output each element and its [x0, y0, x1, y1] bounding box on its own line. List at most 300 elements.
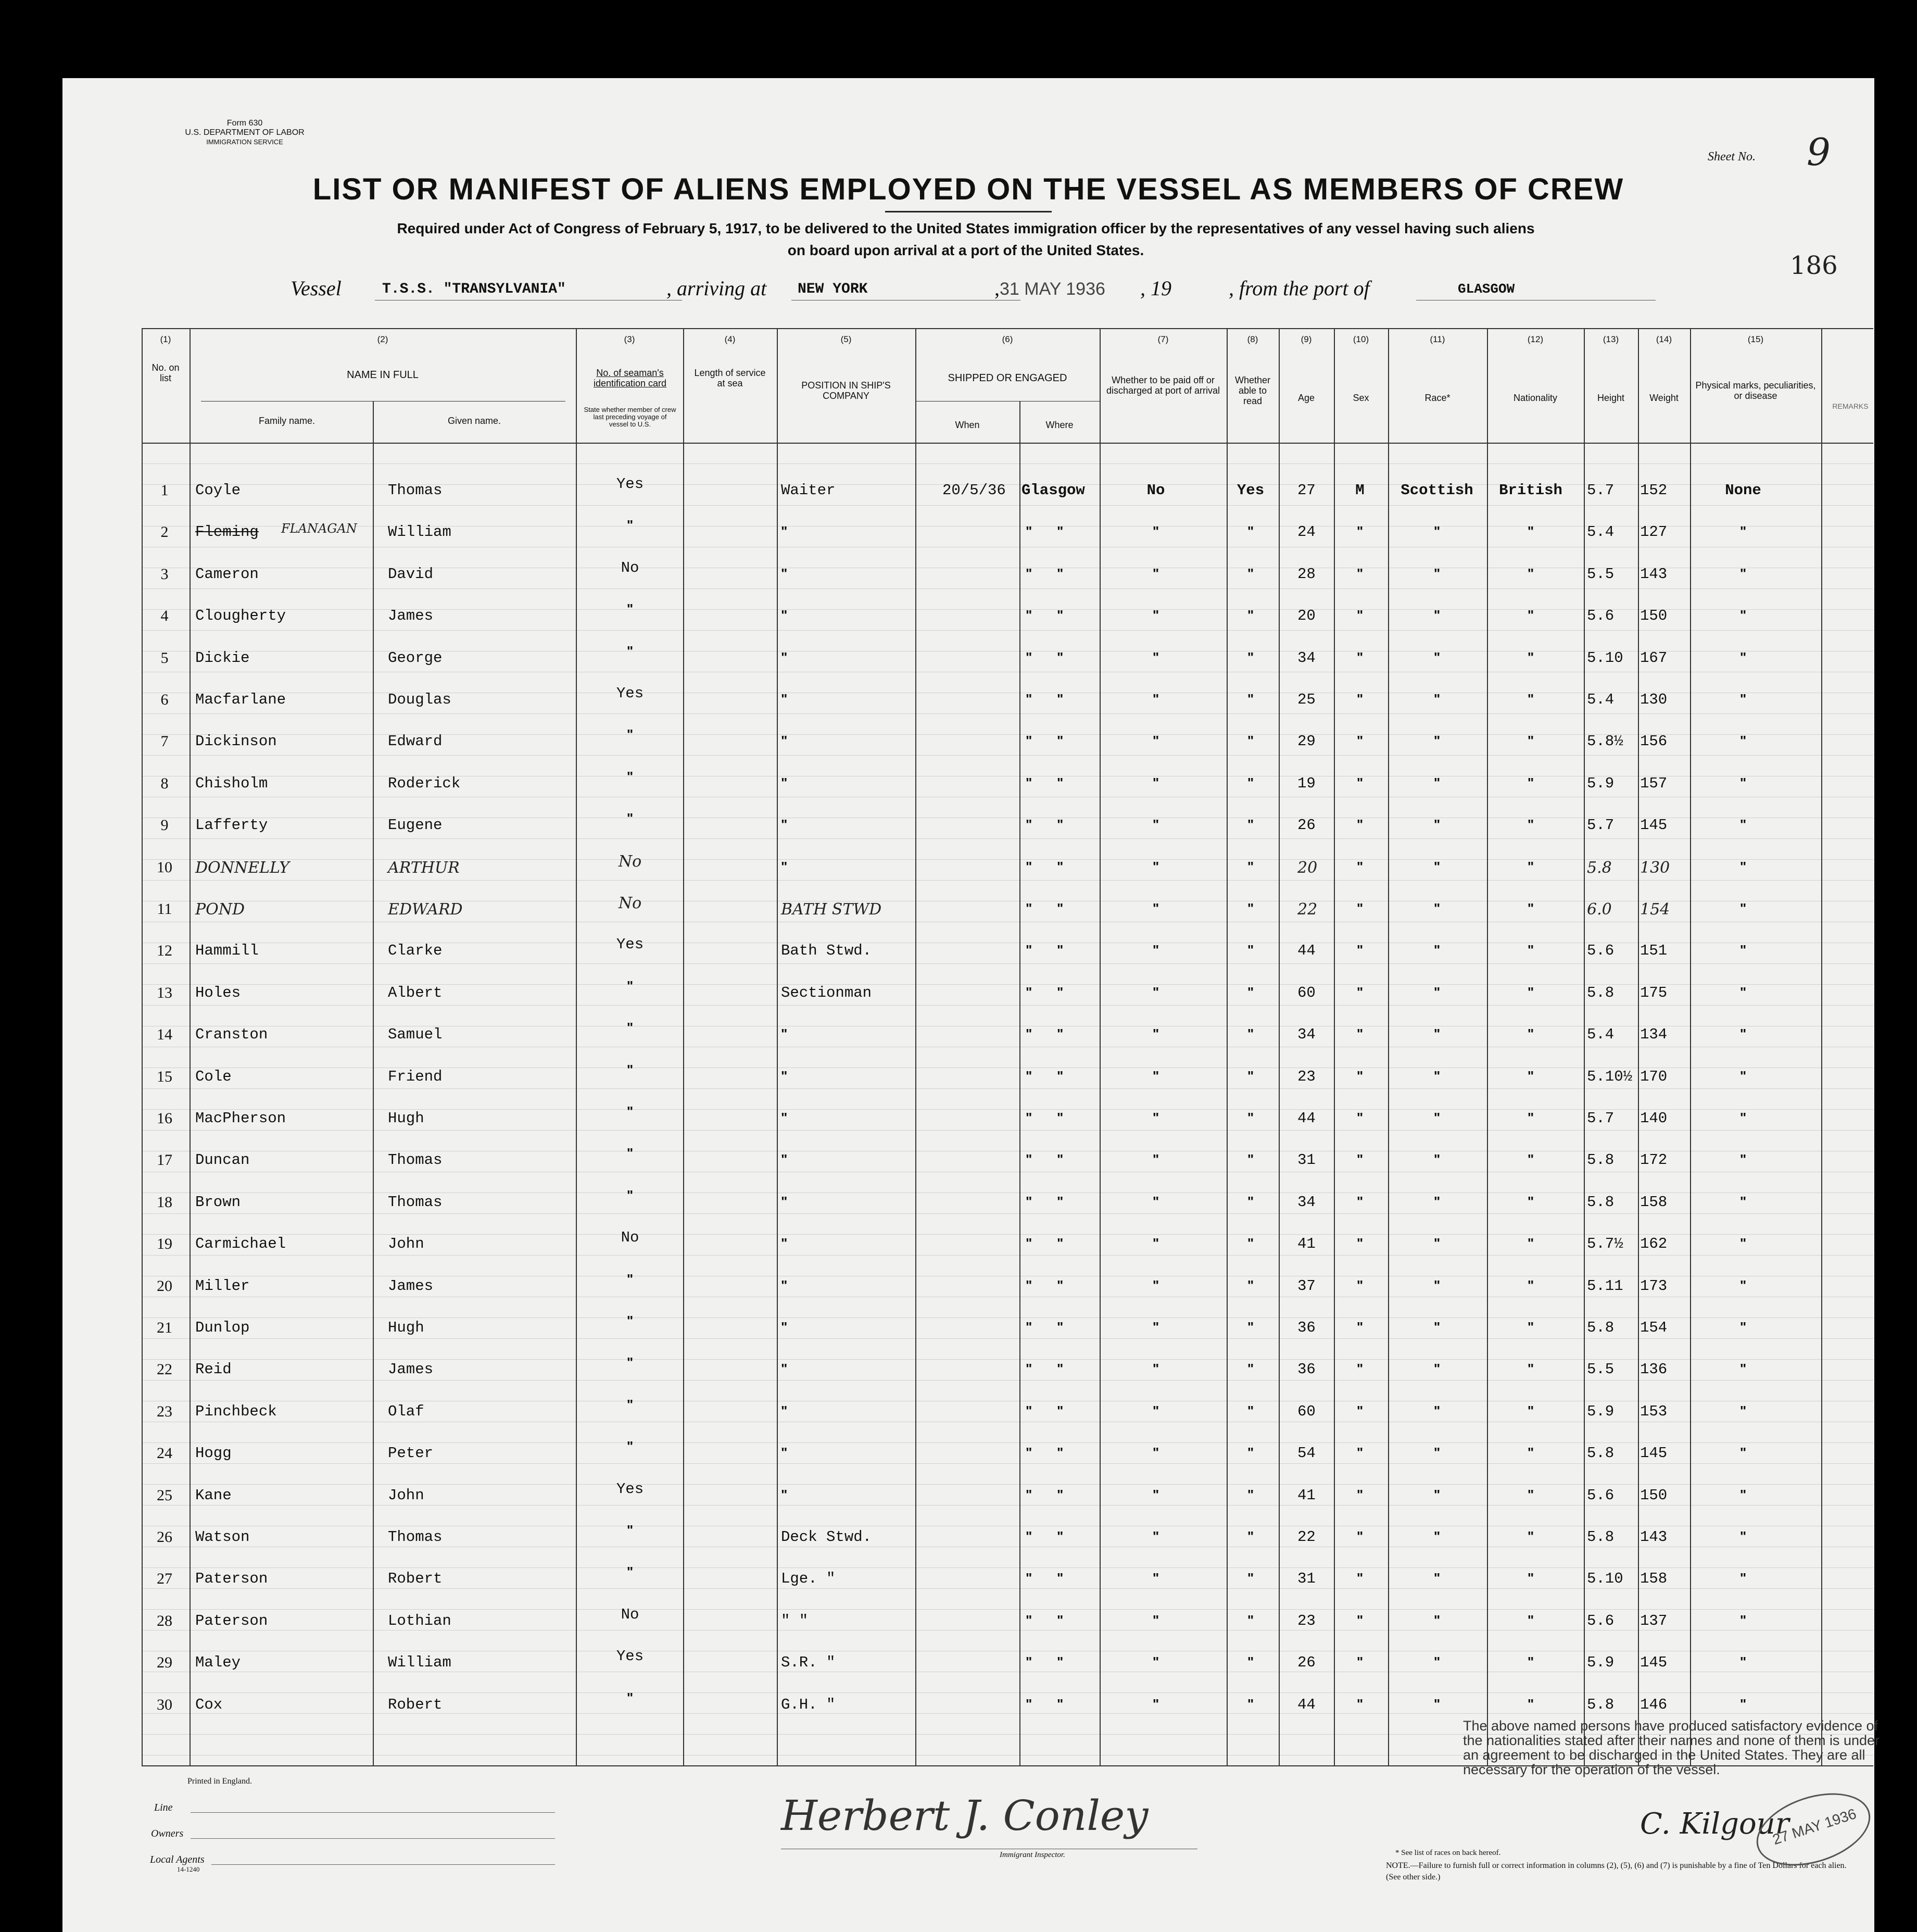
- cell-weight: 170: [1640, 1068, 1668, 1085]
- cell-race: ": [1433, 942, 1441, 958]
- agents-rule: [211, 1864, 555, 1865]
- cell-age: 41: [1297, 1486, 1316, 1504]
- cell-age: 54: [1297, 1445, 1316, 1462]
- cell-position: ": [781, 1486, 788, 1502]
- sheet-label: Sheet No.: [1708, 150, 1756, 164]
- cell-weight: 151: [1640, 942, 1668, 960]
- cell-no: 26: [157, 1528, 172, 1546]
- cell-age: 44: [1297, 1696, 1316, 1713]
- cell-nationality: ": [1527, 607, 1534, 623]
- cell-race: ": [1433, 523, 1441, 540]
- cell-given: William: [388, 1654, 451, 1672]
- cell-paid: ": [1152, 900, 1159, 916]
- cell-race: ": [1433, 565, 1441, 581]
- cell-where: ": [1057, 1361, 1064, 1377]
- cell-height: 5.4: [1587, 523, 1615, 541]
- cell-sex: ": [1356, 774, 1364, 791]
- col-number: (9): [1301, 334, 1312, 344]
- cell-no: 25: [157, 1486, 172, 1504]
- cell-height: 5.4: [1587, 691, 1615, 708]
- cell-read: ": [1247, 858, 1254, 874]
- cell-position: ": [781, 817, 788, 833]
- races-note: * See list of races on back hereof.: [1395, 1849, 1501, 1857]
- col-header-seaman-card: No. of seaman's identification card: [593, 368, 667, 388]
- cell-no: 12: [157, 942, 172, 960]
- cell-card: Yes: [616, 936, 644, 954]
- cell-age: 44: [1297, 1110, 1316, 1127]
- cell-physical: ": [1739, 1235, 1747, 1251]
- cell-weight: 143: [1640, 565, 1668, 583]
- cell-physical: ": [1739, 565, 1747, 581]
- cell-paid: ": [1152, 984, 1159, 1000]
- cell-age: 27: [1297, 482, 1316, 499]
- cell-read: ": [1247, 1486, 1254, 1502]
- cell-position: " ": [781, 1612, 809, 1629]
- cell-height: 5.8½: [1587, 733, 1623, 750]
- cell-age: 20: [1297, 607, 1316, 625]
- cell-no: 16: [157, 1110, 172, 1127]
- cell-where: ": [1057, 1528, 1064, 1544]
- cell-sex: ": [1356, 1612, 1364, 1628]
- col-number: (4): [724, 334, 736, 344]
- cell-weight: 127: [1640, 523, 1668, 541]
- cell-race: ": [1433, 984, 1441, 1000]
- cell-height: 5.4: [1587, 1026, 1615, 1044]
- cell-age: 23: [1297, 1068, 1316, 1085]
- cell-physical: ": [1739, 858, 1747, 874]
- cell-nationality: ": [1527, 1151, 1534, 1168]
- from-port: GLASGOW: [1458, 281, 1515, 297]
- cell-age: 31: [1297, 1570, 1316, 1588]
- cell-family: Miller: [195, 1277, 250, 1295]
- cell-height: 5.7: [1587, 482, 1615, 499]
- cell-height: 5.8: [1587, 1151, 1615, 1169]
- cell-height: 5.8: [1587, 1696, 1615, 1713]
- cell-age: 34: [1297, 1026, 1316, 1044]
- cell-given: Robert: [388, 1696, 443, 1713]
- cell-card: No: [621, 1229, 639, 1247]
- cell-sex: ": [1356, 1445, 1364, 1461]
- cell-position: ": [781, 1319, 788, 1335]
- cell-where: ": [1057, 817, 1064, 833]
- cell-paid: ": [1152, 817, 1159, 833]
- cell-physical: None: [1725, 482, 1761, 499]
- cell-height: 5.9: [1587, 774, 1615, 792]
- cell-physical: ": [1739, 1361, 1747, 1377]
- cell-weight: 156: [1640, 733, 1668, 750]
- cell-height: 5.8: [1587, 858, 1612, 877]
- cell-nationality: ": [1527, 1528, 1534, 1544]
- cell-paid: ": [1152, 1612, 1159, 1628]
- cell-position: ": [781, 1068, 788, 1084]
- cell-race: ": [1433, 691, 1441, 707]
- cell-family: Pinchbeck: [195, 1402, 277, 1420]
- cell-read: ": [1247, 1026, 1254, 1042]
- cell-read: ": [1247, 1235, 1254, 1251]
- cell-given: George: [388, 649, 443, 667]
- cell-physical: ": [1739, 1528, 1747, 1544]
- col-number: (15): [1747, 334, 1764, 344]
- cell-age: 36: [1297, 1361, 1316, 1378]
- cell-paid: ": [1152, 607, 1159, 623]
- cell-nationality: ": [1527, 1319, 1534, 1335]
- cell-family: Carmichael: [195, 1235, 286, 1253]
- col-number: (12): [1527, 334, 1544, 344]
- cell-no: 22: [157, 1361, 172, 1378]
- cell-paid: ": [1152, 733, 1159, 749]
- col-header-age: Age: [1297, 393, 1315, 403]
- cell-given: Olaf: [388, 1402, 424, 1420]
- cell-where: ": [1057, 942, 1064, 958]
- cell-height: 5.11: [1587, 1277, 1623, 1295]
- cell-card: ": [626, 643, 634, 659]
- cell-read: ": [1247, 1654, 1254, 1670]
- cell-physical: ": [1739, 733, 1747, 749]
- cell-physical: ": [1739, 607, 1747, 623]
- cell-when: ": [1026, 649, 1032, 665]
- cell-when: ": [1026, 1193, 1032, 1209]
- cell-paid: ": [1152, 1570, 1159, 1586]
- cell-height: 5.9: [1587, 1402, 1615, 1420]
- cell-nationality: ": [1527, 1654, 1534, 1670]
- col-header-no: No. on list: [152, 362, 180, 383]
- cell-card: No: [618, 894, 642, 912]
- cell-family: Coyle: [195, 482, 241, 499]
- cell-no: 7: [160, 733, 169, 750]
- cell-card: ": [626, 601, 634, 617]
- cell-physical: ": [1739, 1110, 1747, 1125]
- cell-read: ": [1247, 1612, 1254, 1628]
- cell-race: ": [1433, 1319, 1441, 1335]
- cell-physical: ": [1739, 1402, 1747, 1419]
- cell-when: ": [1026, 774, 1032, 791]
- cell-weight: 153: [1640, 1402, 1668, 1420]
- inspector-signature: Herbert J. Conley: [781, 1791, 1149, 1840]
- cell-paid: ": [1152, 1654, 1159, 1670]
- cell-weight: 175: [1640, 984, 1668, 1001]
- cell-paid: ": [1152, 1402, 1159, 1419]
- cell-family: POND: [195, 900, 245, 919]
- col-number: (3): [624, 334, 635, 344]
- cell-race: ": [1433, 1445, 1441, 1461]
- cell-physical: ": [1739, 942, 1747, 958]
- cell-race: ": [1433, 649, 1441, 665]
- cell-sex: ": [1356, 649, 1364, 665]
- cell-when: ": [1026, 565, 1032, 581]
- cell-paid: No: [1146, 482, 1165, 499]
- cell-read: ": [1247, 523, 1254, 540]
- cell-when: ": [1026, 1110, 1032, 1125]
- col-number: (13): [1603, 334, 1619, 344]
- cell-nationality: ": [1527, 1486, 1534, 1502]
- cell-sex: ": [1356, 900, 1364, 916]
- cell-height: 5.6: [1587, 607, 1615, 625]
- cell-position: ": [781, 1151, 788, 1168]
- cell-given: James: [388, 1361, 434, 1378]
- cell-paid: ": [1152, 1068, 1159, 1084]
- cell-nationality: ": [1527, 942, 1534, 958]
- cell-age: 37: [1297, 1277, 1316, 1295]
- cell-given: Hugh: [388, 1319, 424, 1336]
- cell-physical: ": [1739, 691, 1747, 707]
- line-label: Line: [154, 1802, 173, 1813]
- col-number: (8): [1247, 334, 1258, 344]
- cell-position: ": [781, 1402, 788, 1419]
- cell-when: 20/5/36: [942, 482, 1006, 499]
- cell-race: ": [1433, 1361, 1441, 1377]
- inspector-label: Immigrant Inspector.: [1000, 1851, 1065, 1859]
- year-label: , 19: [1140, 277, 1171, 300]
- cell-race: ": [1433, 1026, 1441, 1042]
- cell-race: ": [1433, 733, 1441, 749]
- cell-card: ": [626, 1564, 634, 1580]
- cell-age: 26: [1297, 1654, 1316, 1672]
- cell-no: 5: [160, 649, 169, 667]
- cell-given: Hugh: [388, 1110, 424, 1127]
- cell-weight: 130: [1640, 691, 1668, 708]
- cell-physical: ": [1739, 1654, 1747, 1670]
- cell-card: ": [626, 1354, 634, 1371]
- cell-sex: ": [1356, 523, 1364, 540]
- cell-read: ": [1247, 1445, 1254, 1461]
- cell-position: ": [781, 1361, 788, 1377]
- cell-physical: ": [1739, 774, 1747, 791]
- cell-race: Scottish: [1401, 482, 1473, 499]
- cell-height: 5.8: [1587, 1445, 1615, 1462]
- cell-position: ": [781, 1235, 788, 1251]
- cell-height: 5.8: [1587, 1319, 1615, 1336]
- cell-family: Cole: [195, 1068, 232, 1085]
- cell-no: 10: [157, 858, 172, 876]
- cell-where: ": [1057, 858, 1064, 874]
- cell-race: ": [1433, 1654, 1441, 1670]
- cell-where: ": [1057, 691, 1064, 707]
- vessel-name: T.S.S. "TRANSYLVANIA": [382, 281, 566, 297]
- cell-height: 6.0: [1587, 900, 1612, 919]
- cell-weight: 154: [1640, 1319, 1668, 1336]
- cell-no: 20: [157, 1277, 172, 1295]
- cell-race: ": [1433, 1235, 1441, 1251]
- col-header-length: Length of service at sea: [694, 368, 766, 388]
- cell-height: 5.6: [1587, 1486, 1615, 1504]
- cell-family: Dunlop: [195, 1319, 250, 1336]
- cell-read: ": [1247, 607, 1254, 623]
- cell-height: 5.7: [1587, 817, 1615, 834]
- cell-position: ": [781, 1026, 788, 1042]
- cell-read: ": [1247, 1319, 1254, 1335]
- cell-when: ": [1026, 1068, 1032, 1084]
- cell-read: ": [1247, 942, 1254, 958]
- cell-height: 5.10: [1587, 649, 1623, 667]
- cell-when: ": [1026, 691, 1032, 707]
- cell-nationality: ": [1527, 1570, 1534, 1586]
- cell-race: ": [1433, 1193, 1441, 1209]
- cell-height: 5.8: [1587, 1193, 1615, 1211]
- cell-where: ": [1057, 733, 1064, 749]
- cell-read: ": [1247, 565, 1254, 581]
- cell-when: ": [1026, 1151, 1032, 1168]
- cell-card: ": [626, 1689, 634, 1705]
- cell-where: ": [1057, 1151, 1064, 1168]
- cell-read: ": [1247, 1068, 1254, 1084]
- cell-where: ": [1057, 1110, 1064, 1125]
- date-stamp-text: 27 MAY 1936: [1770, 1805, 1859, 1848]
- cell-paid: ": [1152, 858, 1159, 874]
- agents-label: Local Agents: [150, 1854, 205, 1865]
- cell-position: ": [781, 733, 788, 749]
- cell-sex: ": [1356, 984, 1364, 1000]
- cell-given: John: [388, 1235, 424, 1253]
- cell-age: 36: [1297, 1319, 1316, 1336]
- cell-height: 5.6: [1587, 942, 1615, 960]
- arrival-date-stamp: 31 MAY 1936: [1000, 279, 1105, 299]
- cell-weight: 167: [1640, 649, 1668, 667]
- cell-when: ": [1026, 900, 1032, 916]
- cell-paid: ": [1152, 1151, 1159, 1168]
- cell-physical: ": [1739, 1696, 1747, 1712]
- cell-nationality: ": [1527, 649, 1534, 665]
- cell-nationality: ": [1527, 817, 1534, 833]
- printed-in: Printed in England.: [187, 1777, 252, 1786]
- cell-position: ": [781, 774, 788, 791]
- cell-given: Lothian: [388, 1612, 451, 1629]
- cell-read: ": [1247, 1193, 1254, 1209]
- cell-family: Hogg: [195, 1445, 232, 1462]
- cell-family: Paterson: [195, 1612, 268, 1629]
- form-code: 14-1240: [177, 1865, 200, 1873]
- col-header-able-read: Whether able to read: [1234, 375, 1271, 406]
- cell-given: Clarke: [388, 942, 443, 960]
- cell-sex: ": [1356, 1402, 1364, 1419]
- cell-no: 15: [157, 1068, 172, 1085]
- cell-family: Reid: [195, 1361, 232, 1378]
- cell-no: 9: [160, 817, 169, 834]
- cell-age: 23: [1297, 1612, 1316, 1629]
- cell-weight: 146: [1640, 1696, 1668, 1713]
- cell-no: 6: [160, 691, 169, 708]
- vessel-label: Vessel: [291, 277, 342, 300]
- cell-read: ": [1247, 1402, 1254, 1419]
- cell-weight: 152: [1640, 482, 1668, 499]
- cell-weight: 154: [1640, 900, 1670, 919]
- cell-family: Hammill: [195, 942, 259, 960]
- cell-card: No: [621, 559, 639, 576]
- nationality-certification-stamp: The above named persons have produced satisfactory evidence of the nationalities stated after their names and none of them is under an agreement to be discharged in the United States. They are all necessary for the operation of the vessel.: [1463, 1718, 1880, 1777]
- cell-where: ": [1057, 900, 1064, 916]
- cell-race: ": [1433, 1528, 1441, 1544]
- col-number: (14): [1656, 334, 1672, 344]
- cell-read: ": [1247, 733, 1254, 749]
- cell-nationality: ": [1527, 1361, 1534, 1377]
- cell-card: Yes: [616, 685, 644, 702]
- cell-physical: ": [1739, 984, 1747, 1000]
- cell-race: ": [1433, 1402, 1441, 1419]
- cell-paid: ": [1152, 1110, 1159, 1125]
- cell-family: Watson: [195, 1528, 250, 1546]
- cell-race: ": [1433, 1110, 1441, 1125]
- cell-age: 34: [1297, 1193, 1316, 1211]
- cell-position: BATH STWD: [781, 900, 882, 919]
- cell-height: 5.8: [1587, 1528, 1615, 1546]
- cell-race: ": [1433, 1151, 1441, 1168]
- cell-race: ": [1433, 1696, 1441, 1712]
- cell-position: Waiter: [781, 482, 836, 499]
- cell-where: ": [1057, 1402, 1064, 1419]
- cell-position: ": [781, 523, 788, 540]
- cell-family: Brown: [195, 1193, 241, 1211]
- col-header-nationality: Nationality: [1513, 393, 1558, 403]
- cell-sex: ": [1356, 1361, 1364, 1377]
- cell-card: ": [626, 726, 634, 743]
- cell-card: ": [626, 1103, 634, 1119]
- cell-paid: ": [1152, 942, 1159, 958]
- cell-read: ": [1247, 649, 1254, 665]
- cell-sex: ": [1356, 1026, 1364, 1042]
- from-port-label: , from the port of: [1229, 277, 1370, 300]
- cell-when: ": [1026, 733, 1032, 749]
- cell-given: Thomas: [388, 1151, 443, 1169]
- cell-when: ": [1026, 1445, 1032, 1461]
- cell-when: ": [1026, 523, 1032, 540]
- cell-family: Cox: [195, 1696, 223, 1713]
- cell-race: ": [1433, 900, 1441, 916]
- line-rule: [191, 1812, 555, 1813]
- cell-age: 41: [1297, 1235, 1316, 1253]
- cell-when: ": [1026, 1277, 1032, 1293]
- cell-sex: ": [1356, 1110, 1364, 1125]
- cell-physical: ": [1739, 900, 1747, 916]
- cell-paid: ": [1152, 1486, 1159, 1502]
- cell-read: ": [1247, 1277, 1254, 1293]
- cell-nationality: ": [1527, 1612, 1534, 1628]
- cell-paid: ": [1152, 1193, 1159, 1209]
- cell-family: Macfarlane: [195, 691, 286, 708]
- cell-family: DONNELLY: [195, 858, 289, 877]
- cell-age: 60: [1297, 1402, 1316, 1420]
- cell-card: ": [626, 1020, 634, 1036]
- cell-position: S.R. ": [781, 1654, 836, 1672]
- cell-where: ": [1057, 1612, 1064, 1628]
- cell-given: Thomas: [388, 1193, 443, 1211]
- cell-no: 30: [157, 1696, 172, 1713]
- cell-read: ": [1247, 1151, 1254, 1168]
- cell-card: No: [618, 852, 642, 871]
- cell-when: ": [1026, 942, 1032, 958]
- cell-weight: 150: [1640, 607, 1668, 625]
- cell-where: Glasgow: [1021, 482, 1085, 499]
- cell-read: ": [1247, 774, 1254, 791]
- cell-when: ": [1026, 1235, 1032, 1251]
- cell-nationality: ": [1527, 691, 1534, 707]
- cell-card: ": [626, 977, 634, 994]
- owners-rule: [191, 1838, 555, 1839]
- cell-position: ": [781, 1110, 788, 1125]
- cell-height: 5.8: [1587, 984, 1615, 1001]
- cell-physical: ": [1739, 817, 1747, 833]
- cell-sex: ": [1356, 565, 1364, 581]
- cell-no: 3: [160, 565, 169, 583]
- cell-nationality: ": [1527, 1696, 1534, 1712]
- cell-age: 24: [1297, 523, 1316, 541]
- cell-height: 5.5: [1587, 1361, 1615, 1378]
- arriving-port: NEW YORK: [798, 281, 868, 297]
- cell-nationality: ": [1527, 774, 1534, 791]
- cell-when: ": [1026, 1486, 1032, 1502]
- cell-physical: ": [1739, 1486, 1747, 1502]
- col-number: (5): [840, 334, 852, 344]
- cell-no: 24: [157, 1445, 172, 1462]
- cell-given: Albert: [388, 984, 443, 1001]
